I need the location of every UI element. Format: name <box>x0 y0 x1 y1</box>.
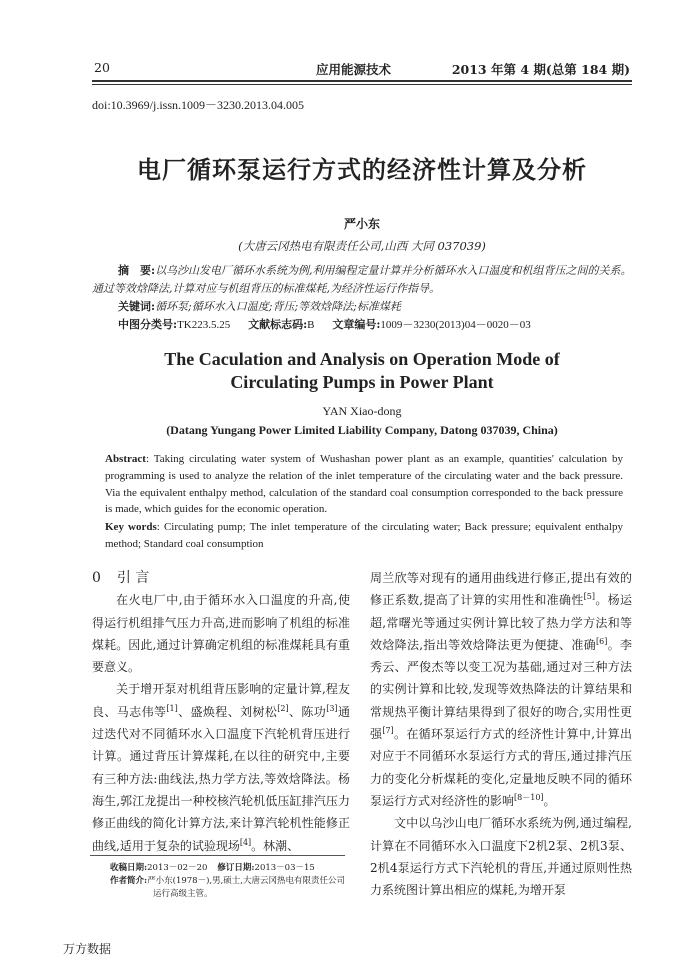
citation[interactable]: [8－10] <box>514 792 544 802</box>
keywords-cn-label: 关键词: <box>118 300 156 313</box>
author-cn: 严小东 <box>343 217 380 231</box>
citation[interactable]: [6] <box>595 636 608 646</box>
title-cn: 电厂循环泵运行方式的经济性计算及分析 <box>137 155 587 184</box>
journal-name: 应用能源技术 <box>316 62 392 77</box>
abstract-en-label: Abstract <box>105 453 146 465</box>
header-rule-thin <box>92 84 632 85</box>
affiliation-cn: (大唐云冈热电有限责任公司,山西 大同 037039) <box>238 239 486 253</box>
issue-info: 2013 年第 4 期(总第 184 期) <box>451 62 630 77</box>
footnote-rule <box>90 855 345 856</box>
keywords-cn-text: 循环泵;循环水入口温度;背压;等效焓降法;标准煤耗 <box>155 300 401 313</box>
footnote: 收稿日期:2013－02－20 修订日期:2013－03－15 作者简介:严小东(1978－),男,硕士,大唐云冈热电有限责任公司运行高级主管。 <box>110 863 346 899</box>
classification: 中图分类号:TK223.5.25 文献标志码:B 文章编号:1009－3230(2013)04－0020－03 <box>118 318 531 331</box>
citation[interactable]: [1] <box>166 703 178 713</box>
citation[interactable]: [2] <box>277 703 289 713</box>
citation[interactable]: [4] <box>239 837 252 847</box>
paragraph: 周兰欣等对现有的通用曲线进行修正,提出有效的修正系数,提高了计算的实用性和准确性[5]。杨运超,常曙光等通过实例计算比较了热力学方法和等效焓降法,指出等效焓降法更为便捷、准确[6]。李秀云、严俊杰等以变工况为基础,通过对三种方法的实例计算和比较,发现等效热降法的计算结果和常规热平衡计算结果得到了很好的吻合,实用性更强[7]。在循环泵运行方式的经济性计算中,计算出对应于不同循环水泵运行方式的背压,通过排汽压力的变化分析煤耗的变化,定量地反映不同的循环泵运行方式对经济性的影响[8－10]。 <box>370 571 632 808</box>
keywords-en-label: Key words <box>105 521 157 533</box>
keywords-en-text: : Circulating pump; The inlet temperature of the circulating water; Back pressure; equivalent enthalpy method; Standard coal consumption <box>105 521 623 550</box>
page-number: 20 <box>94 60 110 75</box>
right-column <box>370 567 632 901</box>
paragraph: 文中以乌沙山电厂循环水系统为例,通过编程,计算在不同循环水入口温度下2机2泵、2机3泵、2机4泵运行方式下汽轮机的背压,并通过原则性热力系统图计算出相应的煤耗,为增开泵 <box>370 816 632 898</box>
affiliation-en: (Datang Yungang Power Limited Liability Company, Datong 037039, China) <box>166 423 558 437</box>
left-column <box>92 567 350 857</box>
running-header <box>92 60 632 80</box>
paragraph: 关于增开泵对机组背压影响的定量计算,程友良、马志伟等[1]、盛焕程、刘树松[2]、陈功[3]通过迭代对不同循环水入口温度下汽轮机背压进行计算。通过背压计算煤耗,在以往的研究中,主要有三种方法:曲线法,热力学方法,等效焓降法。杨海生,郭江龙提出一种校核汽轮机低压缸排汽压力修正曲线的简化计算方法,来计算汽轮机性能修正曲线,适用于复杂的试验现场[4]。林潮、 <box>92 682 350 853</box>
footer-logo: 万方数据 <box>63 942 112 956</box>
doi: doi:10.3969/j.issn.1009－3230.2013.04.005 <box>92 98 305 112</box>
section-heading: 0 引 言 <box>92 570 150 586</box>
citation[interactable]: [3] <box>326 703 338 713</box>
abstract-cn-label: 摘 要: <box>118 264 156 277</box>
header-rule-thick <box>92 80 632 82</box>
keywords-en <box>105 519 623 553</box>
abstract-cn <box>92 262 632 334</box>
title-en: The Caculation and Analysis on Operation Mode of Circulating Pumps in Power Plant <box>164 349 560 392</box>
abstract-cn-text: 以乌沙山发电厂循环水系统为例,利用编程定量计算并分析循环水入口温度和机组背压之间的关系。通过等效焓降法,计算对应与机组背压的标准煤耗,为经济性运行作指导。 <box>92 264 632 295</box>
citation[interactable]: [5] <box>583 592 595 602</box>
paragraph: 在火电厂中,由于循环水入口温度的升高,使得运行机组排气压力升高,进而影响了机组的标准煤耗。因此,通过计算确定机组的标准煤耗具有重要意义。 <box>92 593 350 675</box>
abstract-en <box>105 451 623 518</box>
author-en: YAN Xiao-dong <box>322 404 402 418</box>
abstract-en-text: : Taking circulating water system of Wushashan power plant as an example, quantities' calculation by programming is used to analyze the relation of the inlet temperature of the circulating water and the back pressure. Via the equivalent enthalpy method, calculation of the standard coal consumption corresponded to the back pressure is made, which guides for the economic operation. <box>105 453 623 516</box>
citation[interactable]: [7] <box>382 726 394 736</box>
